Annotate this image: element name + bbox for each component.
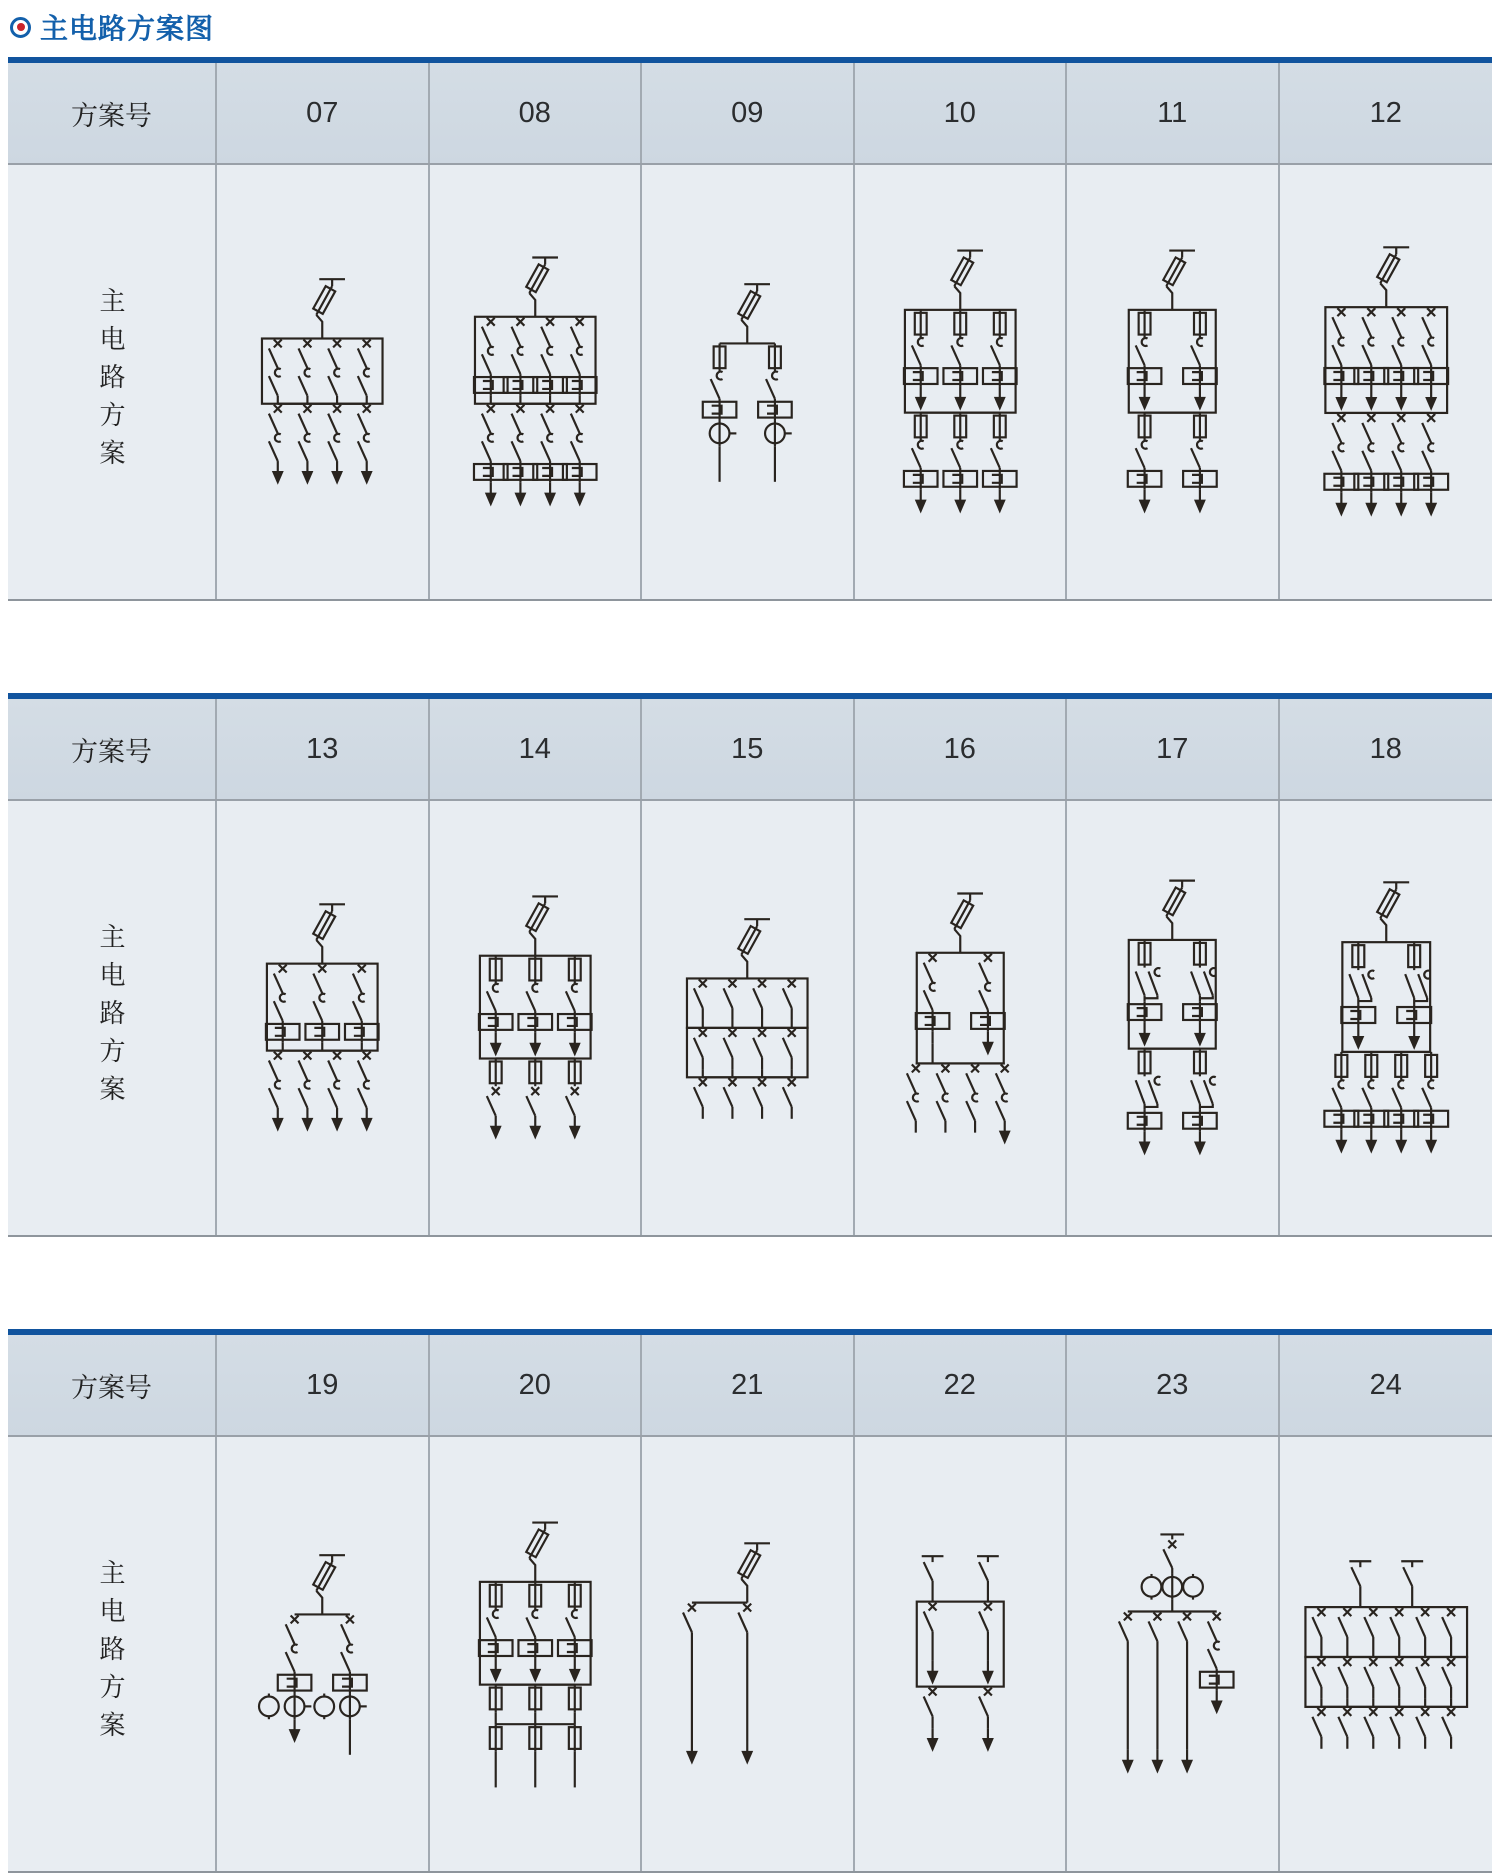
- scheme-number-08: 08: [430, 63, 643, 163]
- bullet-dot: [17, 23, 25, 31]
- scheme-number-09: 09: [642, 63, 855, 163]
- circuit-svg: [855, 801, 1066, 1235]
- scheme-08-diagram: [430, 165, 643, 599]
- scheme-number-22: 22: [855, 1335, 1068, 1435]
- circuit-svg: [855, 165, 1066, 599]
- table-2-header-row: [8, 699, 1492, 801]
- scheme-number-16: 16: [855, 699, 1068, 799]
- scheme-09-diagram: [642, 165, 855, 599]
- scheme-number-21: 21: [642, 1335, 855, 1435]
- scheme-24-diagram: [1280, 1437, 1493, 1871]
- scheme-number-07: 07: [217, 63, 430, 163]
- scheme-12-diagram: [1280, 165, 1493, 599]
- scheme-number-14: 14: [430, 699, 643, 799]
- table-2-body-row: [8, 801, 1492, 1235]
- scheme-number-12: 12: [1369, 96, 1402, 129]
- scheme-19-diagram: [217, 1437, 430, 1871]
- scheme-16-diagram: [855, 801, 1068, 1235]
- scheme-18-diagram: [1280, 801, 1493, 1235]
- circuit-svg: [430, 165, 641, 599]
- circuit-svg: [430, 801, 641, 1235]
- scheme-table-1: [8, 57, 1492, 601]
- circuit-svg: [1280, 801, 1493, 1235]
- circuit-svg: [855, 1437, 1066, 1871]
- row-label: 主电路方案: [8, 165, 217, 599]
- header-label: 方案号: [8, 1335, 217, 1435]
- circuit-svg: [1067, 801, 1278, 1235]
- scheme-number-11: 11: [1067, 63, 1280, 163]
- scheme-number-15: 15: [642, 699, 855, 799]
- scheme-13-diagram: [217, 801, 430, 1235]
- table-1-body-row: [8, 165, 1492, 599]
- row-label: 主电路方案: [8, 801, 217, 1235]
- page-title-text: 主电路方案图: [40, 13, 215, 44]
- header-label: 方案号: [8, 699, 217, 799]
- scheme-07-diagram: [217, 165, 430, 599]
- scheme-17-diagram: [1067, 801, 1280, 1235]
- table-3-header-row: [8, 1335, 1492, 1437]
- scheme-number-17: 17: [1067, 699, 1280, 799]
- table-3-body-row: [8, 1437, 1492, 1871]
- circuit-svg: [217, 165, 428, 599]
- row-label: 主电路方案: [8, 1437, 217, 1871]
- scheme-number-20: 20: [430, 1335, 643, 1435]
- scheme-21-diagram: [642, 1437, 855, 1871]
- circuit-svg: [1067, 1437, 1278, 1871]
- scheme-14-diagram: [430, 801, 643, 1235]
- bullet-icon: [10, 17, 31, 38]
- circuit-svg: [430, 1437, 641, 1871]
- circuit-svg: [642, 165, 853, 599]
- table-1-header-row: [8, 63, 1492, 165]
- scheme-number-10: 10: [855, 63, 1068, 163]
- scheme-number-13: 13: [217, 699, 430, 799]
- scheme-10-diagram: [855, 165, 1068, 599]
- circuit-svg: [1280, 165, 1493, 599]
- circuit-svg: [1067, 165, 1278, 599]
- scheme-11-diagram: [1067, 165, 1280, 599]
- scheme-20-diagram: [430, 1437, 643, 1871]
- scheme-number-24: 24: [1369, 1368, 1402, 1401]
- circuit-svg: [217, 801, 428, 1235]
- scheme-number-23: 23: [1067, 1335, 1280, 1435]
- scheme-number-19: 19: [217, 1335, 430, 1435]
- circuit-svg: [642, 1437, 853, 1871]
- scheme-23-diagram: [1067, 1437, 1280, 1871]
- scheme-table-2: [8, 693, 1492, 1237]
- circuit-svg: [1280, 1437, 1493, 1871]
- circuit-svg: [642, 801, 853, 1235]
- header-label: 方案号: [8, 63, 217, 163]
- circuit-svg: [217, 1437, 428, 1871]
- page-title: [10, 10, 1500, 44]
- scheme-table-3: [8, 1329, 1492, 1873]
- scheme-22-diagram: [855, 1437, 1068, 1871]
- scheme-15-diagram: [642, 801, 855, 1235]
- scheme-number-18: 18: [1369, 732, 1402, 765]
